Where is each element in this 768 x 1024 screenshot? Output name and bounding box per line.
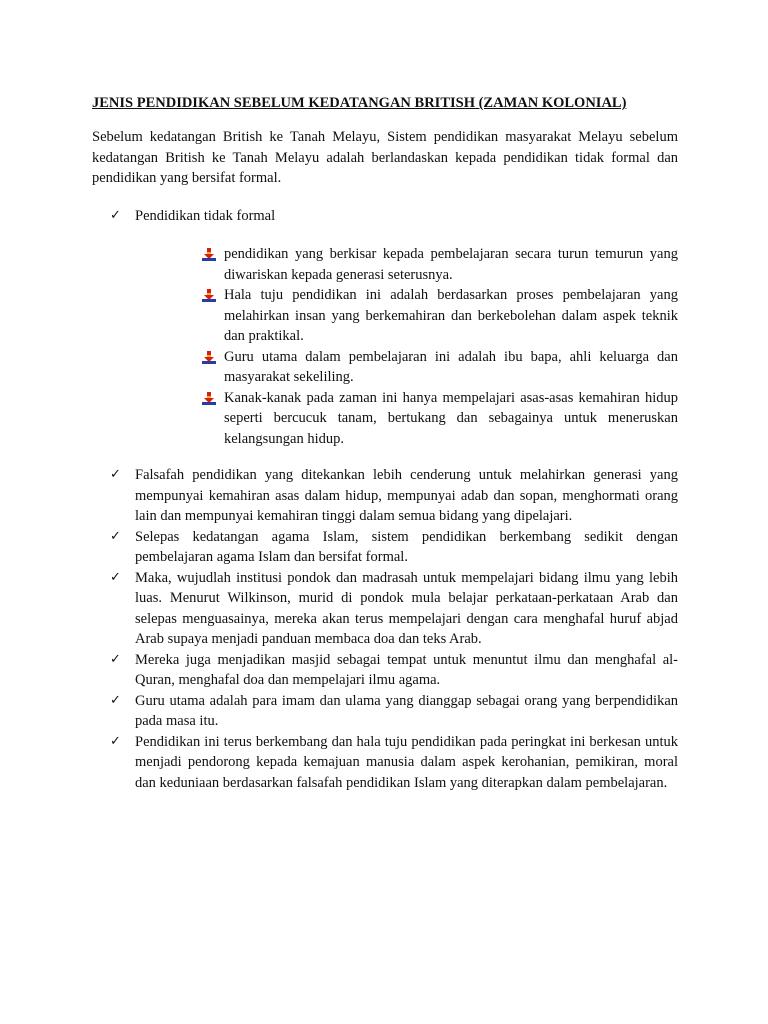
arrow-bullet-icon (202, 351, 216, 364)
sub-item-text: pendidikan yang berkisar kepada pembelajaran secara turun temurun yang diwariskan kepada generasi seterusnya. (224, 246, 678, 283)
sub-list-item (135, 285, 678, 347)
point-text: Guru utama adalah para imam dan ulama yang dianggap sebagai orang yang berpendidikan pada masa itu. (135, 692, 678, 729)
check-mark-icon: ✓ (110, 467, 121, 482)
check-mark-icon: ✓ (110, 207, 121, 223)
check-mark-icon: ✓ (110, 733, 121, 749)
document-page (92, 93, 678, 793)
sub-item-text: Kanak-kanak pada zaman ini hanya mempelajari asas-asas kemahiran hidup seperti bercucuk tanam, bertukang dan sebagainya untuk meneruskan kelangsungan hidup. (224, 389, 678, 447)
point-text: Falsafah pendidikan yang ditekankan lebih cenderung untuk melahirkan generasi yang mempunyai kemahiran asas dalam hidup, mempunyai adab dan sopan, menghormati orang lain dan mempunyai kemahiran tinggi dalam semua bidang yang dipelajari. (135, 467, 678, 524)
section-informal-list (92, 206, 678, 450)
check-mark-icon: ✓ (110, 692, 121, 708)
point-text: Maka, wujudlah institusi pondok dan madrasah untuk mempelajari bidang ilmu yang lebih luas. Menurut Wilkinson, murid di pondok mula belajar perkataan-perkataan Arab dan selepas menguasainya, mereka akan terus mempelajari dengan cara menghafal huruf abjad Arab supaya menjadi panduan membaca doa dan teks Arab. (135, 569, 678, 647)
check-list-item (92, 568, 678, 650)
check-list-item (92, 527, 678, 568)
sub-list-item (135, 347, 678, 388)
arrow-bullet-icon (202, 289, 216, 302)
check-list-item (92, 691, 678, 732)
arrow-bullet-icon (202, 392, 216, 405)
sub-list-item (135, 244, 678, 285)
main-points-list (92, 465, 678, 793)
sub-list-item (135, 388, 678, 450)
document-title: JENIS PENDIDIKAN SEBELUM KEDATANGAN BRITISH (ZAMAN KOLONIAL) (92, 95, 627, 111)
intro-paragraph: Sebelum kedatangan British ke Tanah Melayu, Sistem pendidikan masyarakat Melayu sebelum kedatangan British ke Tanah Melayu adalah berlandaskan kepada pendidikan tidak formal dan pendidikan yang bersifat formal. (92, 129, 678, 186)
check-item-informal (92, 206, 678, 450)
section-heading: Pendidikan tidak formal (135, 207, 276, 224)
check-list-item (92, 732, 678, 794)
check-mark-icon: ✓ (110, 528, 121, 544)
point-text: Mereka juga menjadikan masjid sebagai tempat untuk menuntut ilmu dan menghafal al-Quran, menghafal doa dan mempelajari ilmu agama. (135, 651, 678, 688)
sub-item-text: Guru utama dalam pembelajaran ini adalah ibu bapa, ahli keluarga dan masyarakat sekeliling. (224, 348, 678, 385)
check-mark-icon: ✓ (110, 569, 121, 585)
point-text: Pendidikan ini terus berkembang dan hala tuju pendidikan pada peringkat ini berkesan untuk menjadi pendorong kepada kemajuan manusia dalam aspek kerohanian, pemikiran, moral dan keduniaan berdasarkan falsafah pendidikan Islam yang diterapkan dalam pembelajaran. (135, 733, 678, 791)
check-list-item (92, 650, 678, 691)
point-text: Selepas kedatangan agama Islam, sistem pendidikan berkembang sedikit dengan pembelajaran agama Islam dan bersifat formal. (135, 528, 678, 565)
sub-item-text: Hala tuju pendidikan ini adalah berdasarkan proses pembelajaran yang melahirkan insan yang berkemahiran dan berkebolehan dalam aspek teknik dan praktikal. (224, 287, 678, 344)
check-mark-icon: ✓ (110, 651, 121, 667)
check-list-item (92, 465, 678, 527)
informal-sub-list (135, 244, 678, 449)
arrow-bullet-icon (202, 248, 216, 261)
